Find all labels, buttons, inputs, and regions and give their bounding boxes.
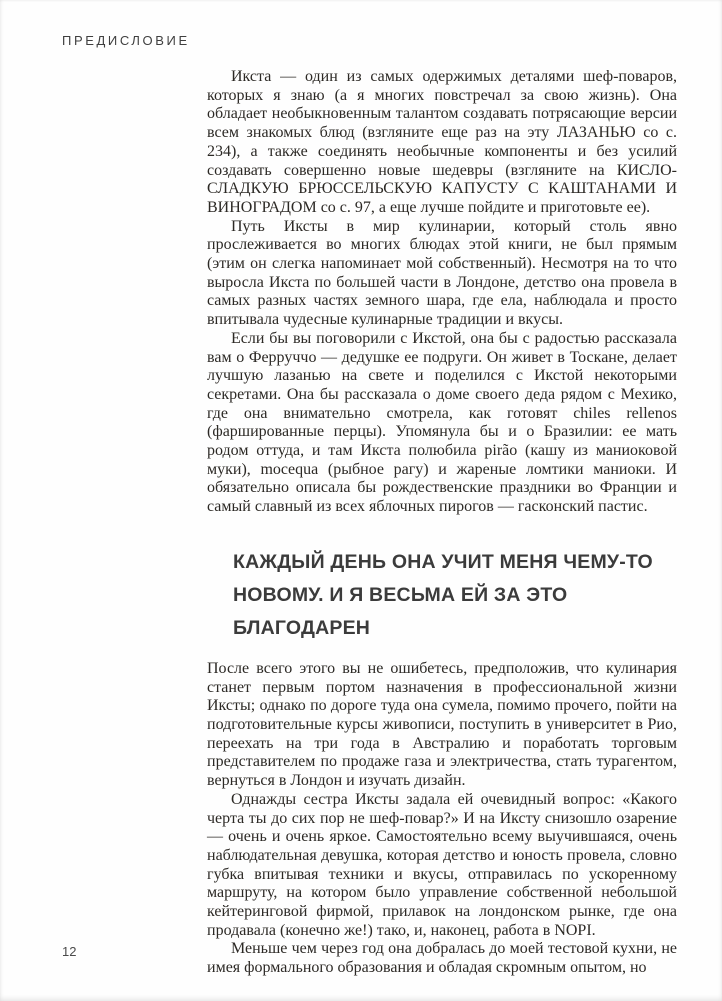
pull-quote-line: КАЖДЫЙ ДЕНЬ ОНА УЧИТ МЕНЯ ЧЕМУ-ТО: [233, 550, 653, 573]
body-paragraph: Если бы вы поговорили с Икстой, она бы с радостью рассказала вам о Ферруччо — дедушке ее подруги. Он живет в Тоскане, делает лучшую лазанью на свете и поделился с Икстой некоторыми секретами. Она бы рассказала о доме своего деда рядом с Мехико, где она внимательно смотрела, как готовят chiles rellenos (фаршированные перцы). Упомянула бы и о Бразилии: ее мать родом оттуда, и там Икста полюбила pirão (кашу из маниоковой муки), mocequa (рыбное рагу) и жареные ломтики маниоки. И обязательно описала бы рождественские праздники во Франции и самый славный из всех яблочных пирогов — гасконский пастис.: [207, 329, 677, 516]
pull-quote-line: НОВОМУ. И Я ВЕСЬМА ЕЙ ЗА ЭТО БЛАГОДАРЕН: [233, 583, 568, 639]
page-number: 12: [62, 944, 77, 959]
body-paragraph: Путь Иксты в мир кулинарии, который столь явно прослеживается во многих блюдах этой книги, не был прямым (этим он слегка напоминает мой собственный). Несмотря на то что выросла Икста по большей части в Лондоне, детство она провела в самых разных частях земного шара, где ела, наблюдала и просто впитывала чудесные кулинарные традиции и вкусы.: [207, 217, 677, 329]
pull-quote: [233, 546, 677, 645]
body-paragraph: Однажды сестра Иксты задала ей очевидный вопрос: «Какого черта ты до сих пор не шеф-повар?» И на Иксту снизошло озарение — очень и очень яркое. Самостоятельно всему выучившаяся, очень наблюдательная девушка, которая детство и юность провела, словно губка впитывая техники и вкусы, отправилась по ускоренному маршруту, на котором было управление собственной небольшой кейтеринговой фирмой, прилавок на лондонском рынке, где она продавала (конечно же!) тако, и, наконец, работа в NOPI.: [207, 790, 677, 939]
body-paragraph: Икста — один из самых одержимых деталями шеф-поваров, которых я знаю (а я многих повстречал за свою жизнь). Она обладает необыкновенным талантом создавать потрясающие версии всем знакомых блюд (взгляните еще раз на эту ЛАЗАНЬЮ со с. 234), а также соединять необычные компоненты и без усилий создавать совершенно новые шедевры (взгляните на КИСЛО-СЛАДКУЮ БРЮССЕЛЬСКУЮ КАПУСТУ С КАШТАНАМИ И ВИНОГРАДОМ со с. 97, а еще лучше пойдите и приготовьте ее).: [207, 68, 677, 216]
body-paragraph: Меньше чем через год она добралась до моей тестовой кухни, не имея формального образования и обладая скромным опытом, но: [207, 940, 677, 977]
body-paragraph: После всего этого вы не ошибетесь, предположив, что кулинария станет первым портом назначения в профессиональной жизни Иксты; однако по дороге туда она сумела, помимо прочего, пойти на подготовительные курсы живописи, поступить в университет в Рио, переехать на три года в Австралию и поработать торговым представителем по продаже газа и электричества, стать турагентом, вернуться в Лондон и изучать дизайн.: [207, 659, 677, 790]
text-column: [207, 68, 677, 978]
running-header: ПРЕДИСЛОВИЕ: [62, 33, 190, 48]
